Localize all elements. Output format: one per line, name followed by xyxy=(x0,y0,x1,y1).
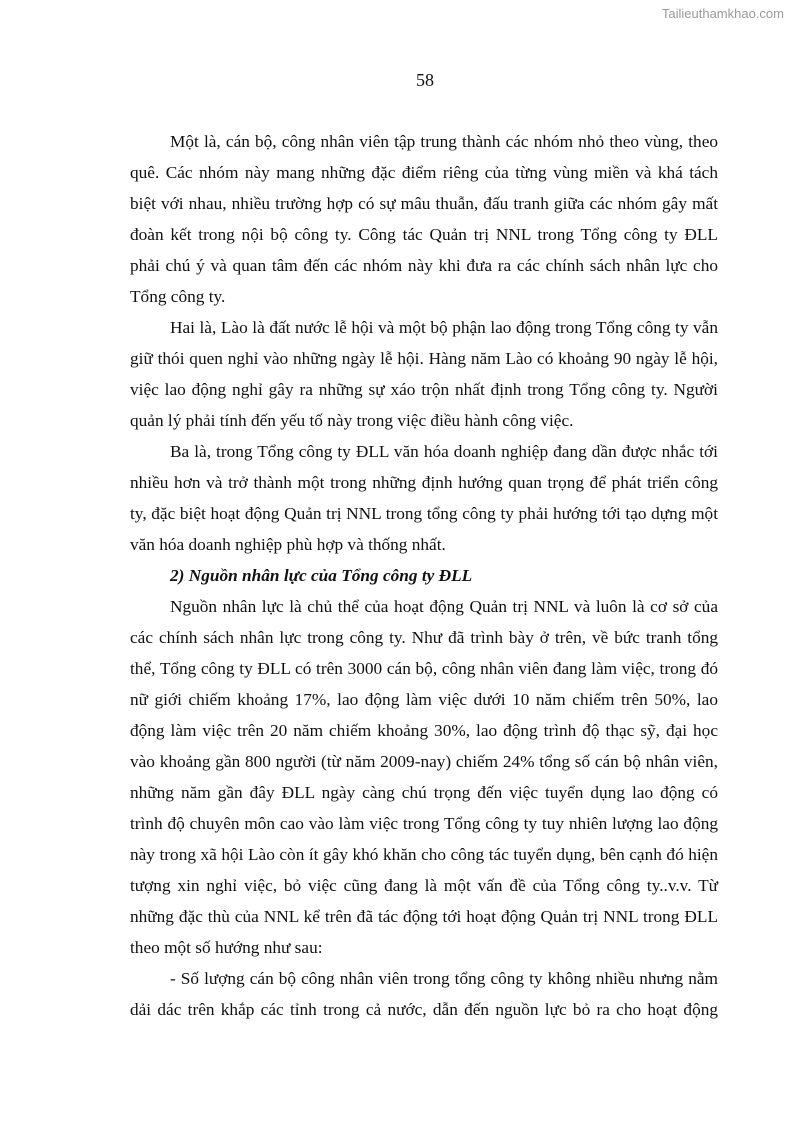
paragraph-line: nữ giới chiếm khoảng 17%, lao động làm việc dưới 10 năm chiếm trên 50%, lao xyxy=(130,690,718,709)
paragraph-line: phải chú ý và quan tâm đến các nhóm này khi đưa ra các chính sách nhân lực cho xyxy=(130,256,718,275)
paragraph-line: này trong xã hội Lào còn ít gây khó khăn cho công tác tuyển dụng, bên cạnh đó hiện xyxy=(130,845,718,864)
paragraph-line: Nguồn nhân lực là chủ thể của hoạt động Quản trị NNL và luôn là cơ sở của xyxy=(170,597,718,616)
page-number: 58 xyxy=(416,70,434,90)
paragraph-line: theo một số hướng như sau: xyxy=(130,938,323,957)
paragraph-line: Ba là, trong Tổng công ty ĐLL văn hóa doanh nghiệp đang dần được nhắc tới xyxy=(170,442,718,461)
paragraph-line: động làm việc trên 20 năm chiếm khoảng 30%, lao động trình độ thạc sỹ, đại học xyxy=(130,721,718,740)
paragraph-line: biệt với nhau, nhiều trường hợp có sự mâu thuẫn, đấu tranh giữa các nhóm gây mất xyxy=(130,194,718,213)
paragraph-line: nhiều hơn và trở thành một trong những định hướng quan trọng để phát triển công xyxy=(130,473,718,492)
list-item-line: dải dác trên khắp các tỉnh trong cả nước, dẫn đến nguồn lực bỏ ra cho hoạt động xyxy=(130,1000,718,1019)
paragraph-line: Một là, cán bộ, công nhân viên tập trung thành các nhóm nhỏ theo vùng, theo xyxy=(170,132,718,151)
paragraph-line: trình độ chuyên môn cao vào làm việc trong Tổng công ty tuy nhiên lượng lao động xyxy=(130,814,718,833)
paragraph-line: Hai là, Lào là đất nước lễ hội và một bộ phận lao động trong Tổng công ty vẫn xyxy=(170,318,718,337)
paragraph-line: thể, Tổng công ty ĐLL có trên 3000 cán bộ, công nhân viên đang làm việc, trong đó xyxy=(130,659,718,678)
watermark: Tailieuthamkhao.com xyxy=(661,6,784,21)
paragraph-line: vào khoảng gần 800 người (từ năm 2009-nay) chiếm 24% tổng số cán bộ nhân viên, xyxy=(130,752,718,771)
paragraph-line: ty, đặc biệt hoạt động Quản trị NNL trong tổng công ty phải hướng tới tạo dựng một xyxy=(130,504,718,523)
paragraph-line: những năm gần đây ĐLL ngày càng chú trọng đến việc tuyển dụng lao động có xyxy=(130,783,718,802)
paragraph-line: những đặc thù của NNL kể trên đã tác động tới hoạt động Quản trị NNL trong ĐLL xyxy=(130,907,718,926)
paragraph-line: quê. Các nhóm này mang những đặc điểm riêng của từng vùng miền và khá tách xyxy=(130,163,718,182)
list-item-line: - Số lượng cán bộ công nhân viên trong tổng công ty không nhiều nhưng nằm xyxy=(170,969,718,988)
paragraph-line: giữ thói quen nghỉ vào những ngày lễ hội. Hàng năm Lào có khoảng 90 ngày lễ hội, xyxy=(130,349,718,368)
paragraph-line: văn hóa doanh nghiệp phù hợp và thống nhất. xyxy=(130,535,446,554)
paragraph-line: các chính sách nhân lực trong công ty. Như đã trình bày ở trên, về bức tranh tổng xyxy=(130,628,718,647)
paragraph-line: đoàn kết trong nội bộ công ty. Công tác Quản trị NNL trong Tổng công ty ĐLL xyxy=(130,225,718,244)
paragraph-line: tượng xin nghỉ việc, bỏ việc cũng đang là một vấn đề của Tổng công ty..v.v. Từ xyxy=(130,876,718,895)
paragraph-line: Tổng công ty. xyxy=(130,287,226,306)
section-heading: 2) Nguồn nhân lực của Tổng công ty ĐLL xyxy=(170,566,473,585)
paragraph-line: việc lao động nghỉ gây ra những sự xáo trộn nhất định trong Tổng công ty. Người xyxy=(130,380,718,399)
paragraph-line: quản lý phải tính đến yếu tố này trong việc điều hành công việc. xyxy=(130,411,574,430)
